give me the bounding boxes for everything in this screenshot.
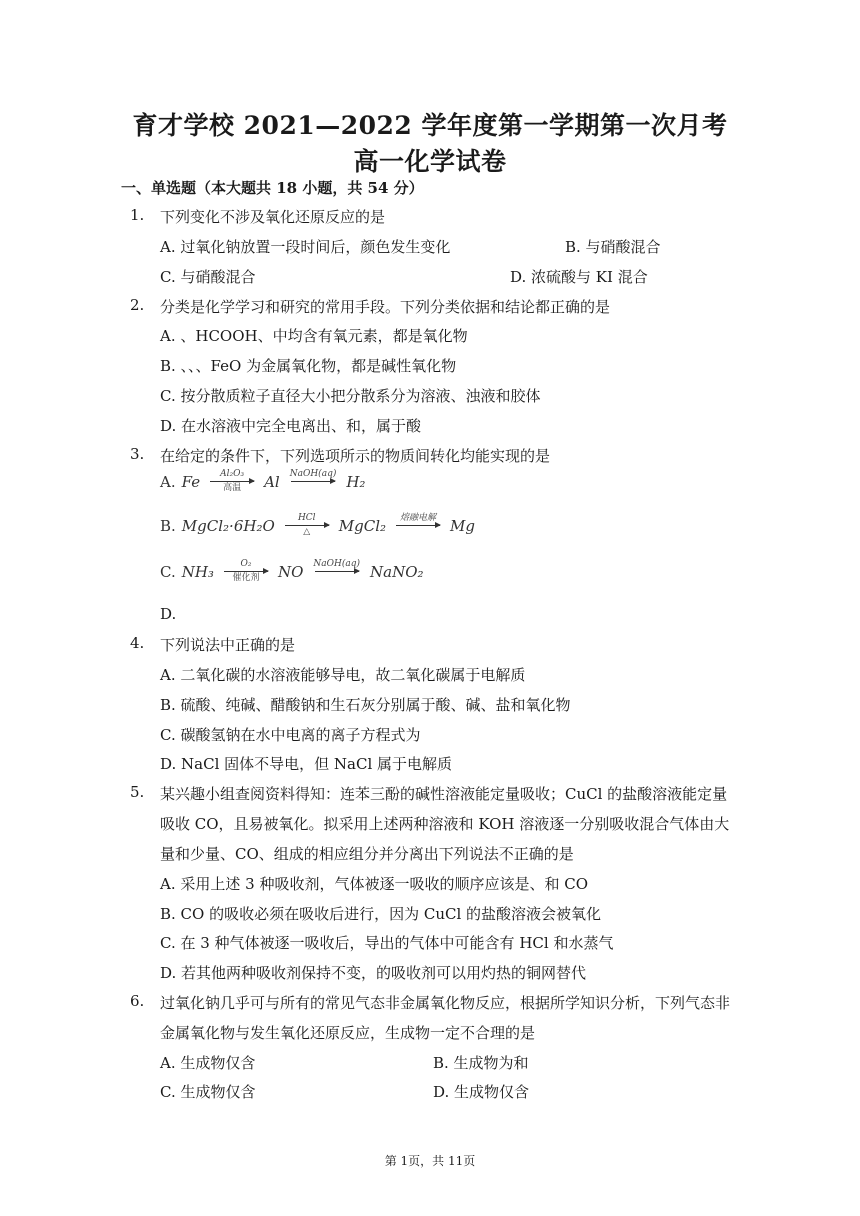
q3-option-d: D. bbox=[160, 605, 177, 623]
q6-option-a: A. 生成物仅含 bbox=[160, 1054, 256, 1072]
q3-a-arrow1-top: Al₂O₃ bbox=[220, 469, 245, 479]
reaction-arrow-icon bbox=[210, 470, 254, 493]
q1-option-d: D. 浓硫酸与 KI 混合 bbox=[510, 268, 648, 286]
page-footer: 第 1页，共 11页 bbox=[384, 1154, 476, 1168]
q4-number: 4. bbox=[130, 634, 145, 652]
q2-stem: 分类是化学学习和研究的常用手段。下列分类依据和结论都正确的是 bbox=[160, 298, 611, 316]
q3-a-species-1: Fe bbox=[181, 472, 201, 491]
q3-c-arrow1-bottom: 催化剂 bbox=[232, 573, 260, 583]
q5-stem-line2: 吸收 CO，且易被氧化。拟采用上述两种溶液和 KOH 溶液逐一分别吸收混合气体由大 bbox=[160, 815, 730, 833]
exam-title-line2: 高一化学试卷 bbox=[353, 147, 507, 176]
q3-b-arrow1-bottom: △ bbox=[303, 527, 311, 537]
q3-c-species-1: NH₃ bbox=[181, 562, 214, 581]
q3-stem: 在给定的条件下，下列选项所示的物质间转化均能实现的是 bbox=[160, 447, 551, 465]
reaction-arrow-icon bbox=[290, 470, 337, 493]
q1-option-a: A. 过氧化钠放置一段时间后，颜色发生变化 bbox=[160, 238, 451, 256]
q4-option-c: C. 碳酸氢钠在水中电离的离子方程式为 bbox=[160, 726, 421, 744]
q2-option-d: D. 在水溶液中完全电离出、和，属于酸 bbox=[160, 417, 422, 435]
q3-a-species-2: Al bbox=[264, 472, 280, 491]
q3-option-c-label: C. bbox=[160, 562, 176, 581]
reaction-arrow-icon bbox=[285, 514, 329, 537]
q4-option-a: A. 二氧化碳的水溶液能够导电，故二氧化碳属于电解质 bbox=[160, 666, 526, 684]
q6-number: 6. bbox=[130, 992, 145, 1010]
q3-b-species-2: MgCl₂ bbox=[338, 516, 386, 535]
q6-stem-line2: 金属氧化物与发生氧化还原反应，生成物一定不合理的是 bbox=[160, 1024, 536, 1042]
q3-c-species-2: NO bbox=[277, 562, 304, 581]
reaction-arrow-icon bbox=[313, 560, 360, 583]
q3-b-species-1: MgCl₂·6H₂O bbox=[181, 516, 275, 535]
q3-option-b-label: B. bbox=[160, 516, 176, 535]
q3-option-b bbox=[160, 514, 475, 537]
q5-number: 5. bbox=[130, 783, 145, 801]
exam-title-line1: 育才学校 2021—2022 学年度第一学期第一次月考 bbox=[132, 111, 728, 140]
q3-c-arrow2-top: NaOH(aq) bbox=[313, 559, 361, 569]
q1-option-c: C. 与硝酸混合 bbox=[160, 268, 256, 286]
q3-b-species-3: Mg bbox=[450, 516, 475, 535]
q6-stem-line1: 过氧化钠几乎可与所有的常见气态非金属氧化物反应，根据所学知识分析，下列气态非 bbox=[160, 994, 731, 1012]
q3-number: 3. bbox=[130, 445, 145, 463]
q6-option-b: B. 生成物为和 bbox=[433, 1054, 529, 1072]
q5-stem-line1: 某兴趣小组查阅资料得知：连苯三酚的碱性溶液能定量吸收；CuCl 的盐酸溶液能定量 bbox=[160, 785, 728, 803]
q1-stem: 下列变化不涉及氧化还原反应的是 bbox=[160, 208, 386, 226]
q4-option-d: D. NaCl 固体不导电，但 NaCl 属于电解质 bbox=[160, 755, 453, 773]
q2-number: 2. bbox=[130, 296, 145, 314]
q3-c-species-3: NaNO₂ bbox=[370, 562, 424, 581]
q5-option-c: C. 在 3 种气体被逐一吸收后，导出的气体中可能含有 HCl 和水蒸气 bbox=[160, 934, 614, 952]
reaction-arrow-icon bbox=[224, 560, 268, 583]
q5-option-a: A. 采用上述 3 种吸收剂，气体被逐一吸收的顺序应该是、和 CO bbox=[160, 875, 588, 893]
q5-option-b: B. CO 的吸收必须在吸收后进行，因为 CuCl 的盐酸溶液会被氧化 bbox=[160, 905, 602, 923]
q3-option-c bbox=[160, 560, 424, 583]
q3-c-arrow1-top: O₂ bbox=[240, 559, 252, 569]
q4-stem: 下列说法中正确的是 bbox=[160, 636, 296, 654]
q5-stem-line3: 量和少量、CO、组成的相应组分并分离出下列说法不正确的是 bbox=[160, 845, 574, 863]
q2-option-a: A. 、HCOOH、中均含有氧元素，都是氧化物 bbox=[160, 327, 468, 345]
q6-option-d: D. 生成物仅含 bbox=[433, 1083, 530, 1101]
q3-a-arrow2-top: NaOH(aq) bbox=[289, 469, 337, 479]
q3-a-species-3: H₂ bbox=[346, 472, 366, 491]
q3-option-a bbox=[160, 470, 365, 493]
q1-option-b: B. 与硝酸混合 bbox=[565, 238, 661, 256]
reaction-arrow-icon bbox=[396, 514, 440, 537]
q6-option-c: C. 生成物仅含 bbox=[160, 1083, 256, 1101]
q2-option-b: B. 、、、FeO 为金属氧化物，都是碱性氧化物 bbox=[160, 357, 457, 375]
q3-b-arrow2-top: 熔融电解 bbox=[399, 513, 436, 523]
q3-option-a-label: A. bbox=[160, 472, 176, 491]
section-heading: 一、单选题（本大题共 18 小题，共 54 分） bbox=[121, 179, 424, 197]
q3-a-arrow1-bottom: 高温 bbox=[223, 483, 242, 493]
q5-option-d: D. 若其他两种吸收剂保持不变，的吸收剂可以用灼热的铜网替代 bbox=[160, 964, 587, 982]
q2-option-c: C. 按分散质粒子直径大小把分散系分为溶液、浊液和胶体 bbox=[160, 387, 541, 405]
q3-b-arrow1-top: HCl bbox=[297, 513, 316, 523]
q1-number: 1. bbox=[130, 206, 145, 224]
q4-option-b: B. 硫酸、纯碱、醋酸钠和生石灰分别属于酸、碱、盐和氧化物 bbox=[160, 696, 571, 714]
